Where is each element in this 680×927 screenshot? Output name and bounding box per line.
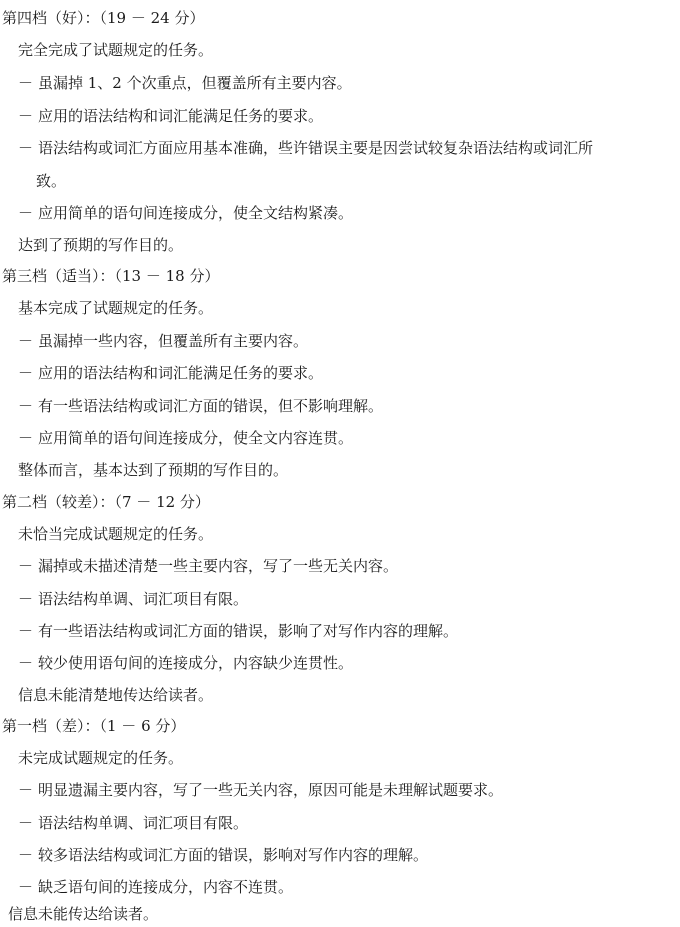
bullet-text: 较多语法结构或词汇方面的错误，影响对写作内容的理解。 — [38, 846, 429, 864]
band-4-intro: 完全完成了试题规定的任务。 — [18, 41, 214, 59]
band-2-closing: 信息未能清楚地传达给读者。 — [18, 686, 214, 704]
band-1-bullet-3 — [18, 845, 428, 865]
bullet-text: 应用的语法结构和词汇能满足任务的要求。 — [38, 107, 324, 125]
band-4-title: 第四档（好）：（19 － 24 分） — [2, 9, 205, 27]
bullet-marker: － — [18, 622, 34, 640]
bullet-marker: － — [18, 364, 34, 382]
band-4-bullet-3 — [18, 138, 593, 158]
bullet-marker: － — [18, 878, 34, 896]
band-1-intro: 未完成试题规定的任务。 — [18, 749, 184, 767]
band-3-intro: 基本完成了试题规定的任务。 — [18, 299, 214, 317]
bullet-text: 语法结构单调、词汇项目有限。 — [38, 814, 249, 832]
band-3-bullet-1 — [18, 331, 308, 351]
bullet-text: 明显遗漏主要内容，写了一些无关内容，原因可能是未理解试题要求。 — [38, 781, 504, 799]
band-4-closing: 达到了预期的写作目的。 — [18, 236, 184, 254]
bullet-text: 虽漏掉一些内容，但覆盖所有主要内容。 — [38, 332, 309, 350]
band-2-bullet-4 — [18, 653, 353, 673]
band-4-bullet-2 — [18, 106, 323, 126]
band-2-title: 第二档（较差）：（7 － 12 分） — [2, 493, 210, 511]
band-1-closing: 信息未能传达给读者。 — [8, 905, 159, 923]
band-1-bullet-4 — [18, 877, 293, 897]
bullet-text: 应用简单的语句间连接成分，使全文结构紧凑。 — [38, 204, 354, 222]
bullet-text: 有一些语法结构或词汇方面的错误，影响了对写作内容的理解。 — [38, 622, 459, 640]
band-3-title: 第三档（适当）：（13 － 18 分） — [2, 267, 220, 285]
bullet-marker: － — [18, 204, 34, 222]
bullet-marker: － — [18, 557, 34, 575]
band-4-bullet-3-continuation: 致。 — [36, 172, 67, 190]
band-1-title: 第一档（差）：（1 － 6 分） — [2, 717, 186, 735]
band-2-bullet-1 — [18, 556, 398, 576]
band-2-bullet-3 — [18, 621, 458, 641]
bullet-text: 有一些语法结构或词汇方面的错误，但不影响理解。 — [38, 397, 384, 415]
bullet-text: 应用简单的语句间连接成分，使全文内容连贯。 — [38, 429, 354, 447]
band-3-closing: 整体而言，基本达到了预期的写作目的。 — [18, 461, 289, 479]
bullet-text: 缺乏语句间的连接成分，内容不连贯。 — [38, 878, 294, 896]
band-3-bullet-4 — [18, 428, 353, 448]
bullet-text: 漏掉或未描述清楚一些主要内容，写了一些无关内容。 — [38, 557, 399, 575]
bullet-marker: － — [18, 107, 34, 125]
band-3-bullet-2 — [18, 363, 323, 383]
bullet-marker: － — [18, 74, 34, 92]
bullet-marker: － — [18, 429, 34, 447]
bullet-marker: － — [18, 332, 34, 350]
bullet-text: 应用的语法结构和词汇能满足任务的要求。 — [38, 364, 324, 382]
bullet-text: 较少使用语句间的连接成分，内容缺少连贯性。 — [38, 654, 354, 672]
band-4-bullet-4 — [18, 203, 353, 223]
bullet-text: 虽漏掉 1、2 个次重点，但覆盖所有主要内容。 — [38, 74, 352, 92]
bullet-marker: － — [18, 814, 34, 832]
band-1-bullet-1 — [18, 780, 503, 800]
bullet-text: 语法结构或词汇方面应用基本准确，些许错误主要是因尝试较复杂语法结构或词汇所 — [38, 139, 594, 157]
band-3-bullet-3 — [18, 396, 383, 416]
bullet-marker: － — [18, 654, 34, 672]
band-2-intro: 未恰当完成试题规定的任务。 — [18, 525, 214, 543]
bullet-text: 语法结构单调、词汇项目有限。 — [38, 590, 249, 608]
bullet-marker: － — [18, 781, 34, 799]
bullet-marker: － — [18, 397, 34, 415]
bullet-marker: － — [18, 590, 34, 608]
bullet-marker: － — [18, 846, 34, 864]
band-4-bullet-1 — [18, 73, 352, 93]
band-2-bullet-2 — [18, 589, 248, 609]
bullet-marker: － — [18, 139, 34, 157]
band-1-bullet-2 — [18, 813, 248, 833]
